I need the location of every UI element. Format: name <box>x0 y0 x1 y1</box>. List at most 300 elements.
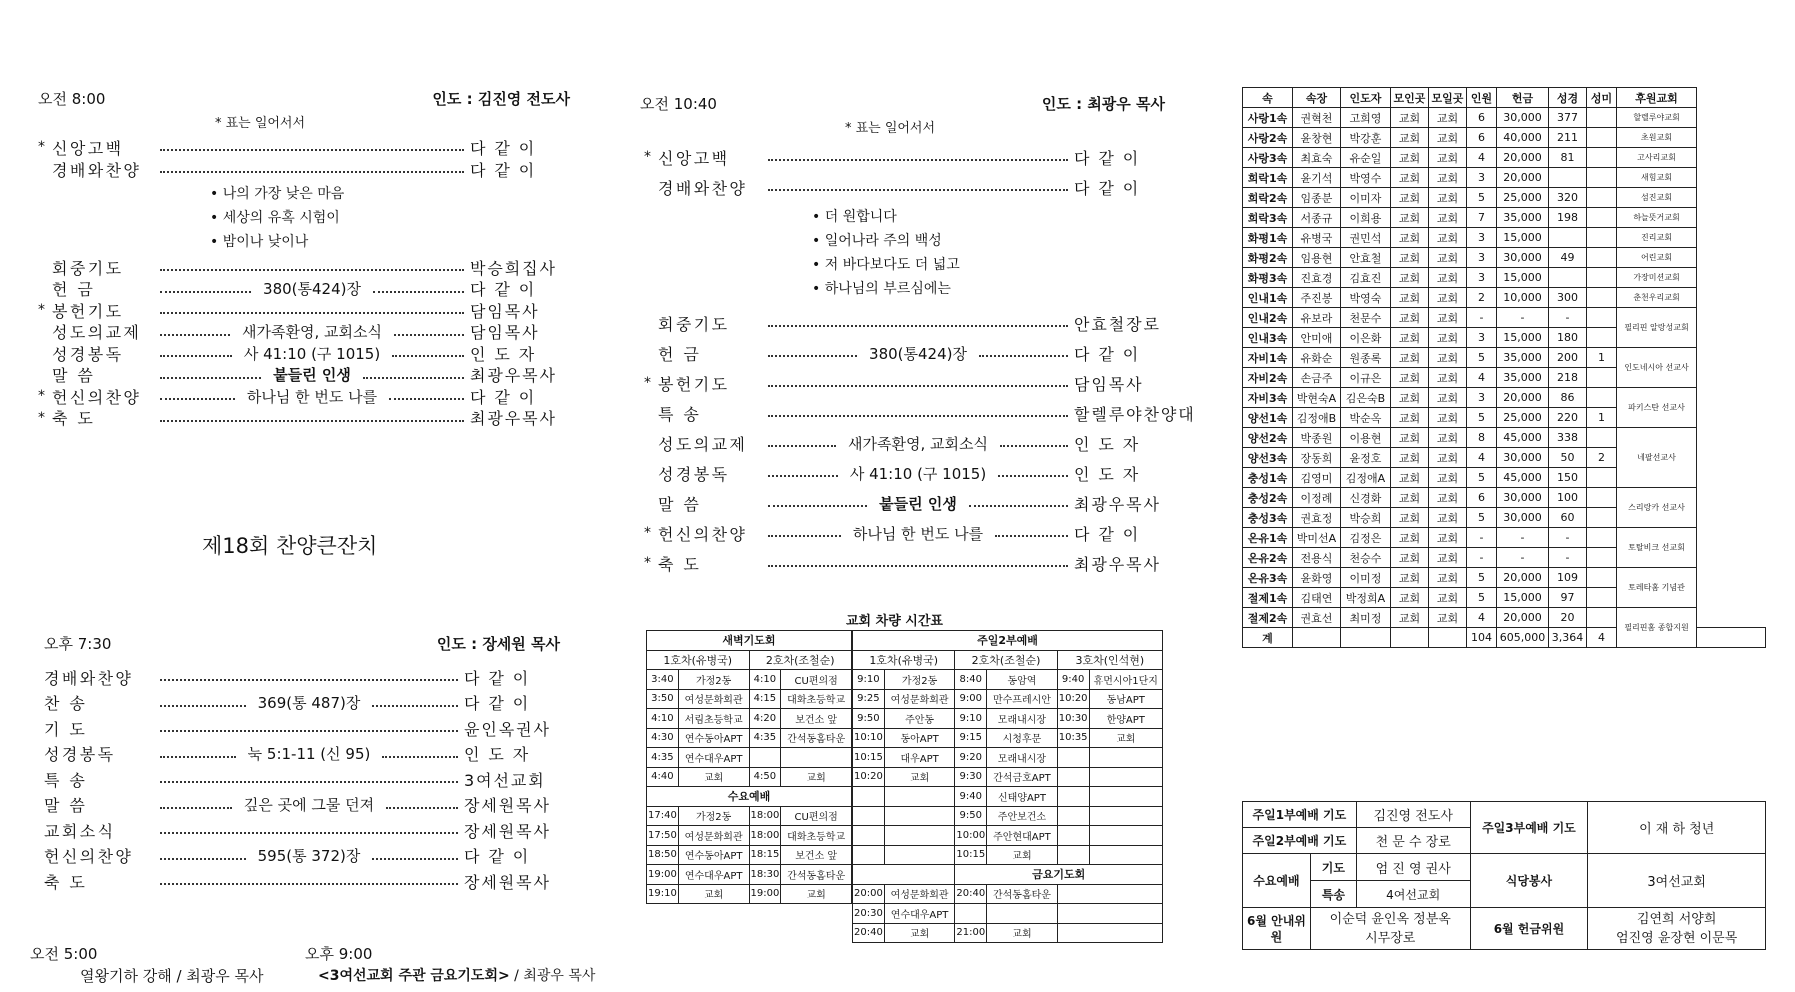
order-row <box>644 462 1174 484</box>
group-cell <box>1587 388 1617 408</box>
group-cell: 박순옥 <box>1341 408 1391 428</box>
bus-row <box>853 787 1163 807</box>
group-cell: 고희영 <box>1341 108 1391 128</box>
group-row <box>1243 228 1766 248</box>
group-cell: 300 <box>1549 288 1587 308</box>
order-label: 성경봉독 <box>44 745 116 764</box>
group-cell: 218 <box>1549 368 1587 388</box>
bus-cell: 간석동홈타운 <box>781 728 852 748</box>
bus-cell: 10:30 <box>1057 709 1089 729</box>
group-cell: 교회 <box>1391 248 1429 268</box>
order-star: * <box>38 139 45 155</box>
group-cell: 양선2속 <box>1243 428 1293 448</box>
group-cell: 안미애 <box>1293 328 1341 348</box>
order-label: 말 씀 <box>44 796 88 815</box>
group-header-cell: 모인곳 <box>1391 88 1429 108</box>
group-cell: 1 <box>1587 348 1617 368</box>
leader-dots <box>160 165 464 173</box>
group-cell: 교회 <box>1391 508 1429 528</box>
order-row <box>644 146 1174 168</box>
group-cell: 화평3속 <box>1243 268 1293 288</box>
bus-cell: 9:50 <box>853 709 885 729</box>
group-cell: 윤창현 <box>1293 128 1341 148</box>
order-label: 헌 금 <box>52 280 96 299</box>
group-cell: 온유3속 <box>1243 568 1293 588</box>
group-cell: 인내2속 <box>1243 308 1293 328</box>
bus-cell: 10:10 <box>853 728 885 748</box>
order-person: 박승희집사 <box>470 258 557 278</box>
bus-cell: 대화초등학교 <box>781 689 852 709</box>
leader-dots <box>160 392 235 400</box>
fri-text <box>318 965 595 985</box>
bus-cell <box>884 806 955 826</box>
group-cell: 온유1속 <box>1243 528 1293 548</box>
support-church: 인도네시아 선교사 <box>1617 348 1697 388</box>
group-row <box>1243 308 1766 328</box>
group-cell: 3 <box>1467 168 1497 188</box>
bus-cell <box>1089 748 1162 768</box>
bus-cell: 4:10 <box>647 709 679 729</box>
bus-row <box>647 689 852 709</box>
group-cell: 신경화 <box>1341 488 1391 508</box>
leader-dots <box>160 750 236 758</box>
bus-row <box>853 748 1163 768</box>
leader-dots <box>160 263 464 271</box>
order-label: 성도의교제 <box>658 434 748 454</box>
sun3-prayer-person: 이 재 하 청년 <box>1588 802 1766 854</box>
group-cell: 충성3속 <box>1243 508 1293 528</box>
order-person: 담임목사 <box>470 323 540 342</box>
total-blank <box>1429 628 1467 648</box>
order-label: 경배와찬양 <box>44 668 134 688</box>
group-cell: 109 <box>1549 568 1587 588</box>
group-row <box>1243 428 1766 448</box>
group-row <box>1243 268 1766 288</box>
group-cell: 교회 <box>1429 488 1467 508</box>
wed-prayer-person: 엄 진 영 권사 <box>1356 854 1470 881</box>
hymn-item: • 더 원합니다 <box>812 205 960 229</box>
leader-dots <box>995 529 1068 537</box>
group-cell <box>1587 588 1617 608</box>
total-label: 계 <box>1243 628 1293 648</box>
group-cell: 4 <box>1467 148 1497 168</box>
leader-dots <box>160 349 232 357</box>
group-cell: 이정례 <box>1293 488 1341 508</box>
leader-dots <box>372 699 458 707</box>
order-label: 성도의교제 <box>52 323 142 342</box>
order-person: 담임목사 <box>1074 374 1144 394</box>
order-person: 다 같 이 <box>1074 524 1141 544</box>
bus-cell <box>1089 806 1162 826</box>
group-cell: 장동희 <box>1293 448 1341 468</box>
bus-cell: 교회 <box>678 884 749 904</box>
bus-cell: 17:40 <box>647 806 679 826</box>
group-cell: 원종록 <box>1341 348 1391 368</box>
support-church: 할렐루야교회 <box>1617 108 1697 128</box>
leader-dots <box>979 349 1068 357</box>
order-person: 윤인옥권사 <box>464 719 551 739</box>
support-church: 토탈비크 선교회 <box>1617 528 1697 568</box>
group-cell: 교회 <box>1391 208 1429 228</box>
group-cell: - <box>1467 548 1497 568</box>
group-cell: 교회 <box>1391 448 1429 468</box>
bus-row <box>853 689 1163 709</box>
group-cell: 교회 <box>1429 508 1467 528</box>
leader-dots <box>160 328 230 336</box>
group-cell: 교회 <box>1391 268 1429 288</box>
group-row <box>1243 108 1766 128</box>
group-cell: 박미선A <box>1293 528 1341 548</box>
group-cell: 최미정 <box>1341 608 1391 628</box>
bus-cell: 17:50 <box>647 826 679 846</box>
bus-cell: CU편의점 <box>781 806 852 826</box>
group-cell: 교회 <box>1429 388 1467 408</box>
group-row <box>1243 288 1766 308</box>
order-star: * <box>644 375 651 391</box>
bus-cell: 4:35 <box>749 728 781 748</box>
leader-dots <box>160 724 458 732</box>
group-cell: 유보라 <box>1293 308 1341 328</box>
group-cell: 교회 <box>1429 568 1467 588</box>
wed-prayer-label: 기도 <box>1310 854 1356 881</box>
bus-cell <box>1089 767 1162 787</box>
bus-cell: 교회 <box>781 767 852 787</box>
group-cell <box>1587 148 1617 168</box>
bus-cell: 연수동아APT <box>678 728 749 748</box>
group-cell: 5 <box>1467 588 1497 608</box>
total-blank <box>1391 628 1429 648</box>
support-church: 가장미션교회 <box>1617 268 1697 288</box>
group-cell: 교회 <box>1391 488 1429 508</box>
support-church: 초원교회 <box>1617 128 1697 148</box>
group-cell: 50 <box>1549 448 1587 468</box>
group-row <box>1243 568 1766 588</box>
group-cell <box>1587 308 1617 328</box>
group-cell <box>1587 128 1617 148</box>
bus-row <box>647 728 852 748</box>
group-cell: 김정은 <box>1341 528 1391 548</box>
order-detail: 사 41:10 (구 1015) <box>243 344 381 363</box>
bus-row <box>853 923 1163 943</box>
leader-dots <box>160 414 464 422</box>
leader-dots <box>160 143 464 151</box>
group-cell <box>1587 528 1617 548</box>
group-cell: 서종규 <box>1293 208 1341 228</box>
group-cell <box>1587 208 1617 228</box>
total-blank <box>1697 628 1766 648</box>
bus-cell: 모래내시장 <box>987 748 1058 768</box>
group-cell: 양선1속 <box>1243 408 1293 428</box>
order-person: 담임목사 <box>470 301 540 321</box>
group-cell: 교회 <box>1391 228 1429 248</box>
order-label: 신앙고백 <box>52 138 124 158</box>
group-cell: 35,000 <box>1497 208 1549 228</box>
order-star: * <box>644 149 651 165</box>
order-person: 최광우목사 <box>1074 554 1161 574</box>
order-label: 성경봉독 <box>52 344 124 364</box>
order-row <box>44 870 564 892</box>
order-label: 말 씀 <box>52 366 96 385</box>
wed-dawn-time: 오전 5:00 <box>30 945 98 963</box>
group-cell <box>1587 188 1617 208</box>
support-church: 필리핀 알랑성교회 <box>1617 308 1697 348</box>
fri-title: 금요기도회 <box>955 865 1163 885</box>
group-cell: 5 <box>1467 188 1497 208</box>
group-cell: 이은화 <box>1341 328 1391 348</box>
order-person: 다 같 이 <box>1074 178 1141 198</box>
sun1-prayer-person: 김진영 전도사 <box>1356 802 1470 828</box>
leader-dots <box>768 319 1068 327</box>
group-cell: 교회 <box>1429 448 1467 468</box>
bus-col: 1호차(유병국) <box>853 650 955 670</box>
group-cell <box>1587 108 1617 128</box>
order-person: 인 도 자 <box>470 344 537 364</box>
group-header-cell: 헌금 <box>1497 88 1549 108</box>
order-row <box>38 278 568 300</box>
group-row <box>1243 608 1766 628</box>
group-cell: 5 <box>1467 508 1497 528</box>
group-cell: 3 <box>1467 328 1497 348</box>
group-cell: 권효선 <box>1293 608 1341 628</box>
group-cell: 박영수 <box>1341 168 1391 188</box>
group-cell: 30,000 <box>1497 448 1549 468</box>
order-person: 장세원목사 <box>464 821 551 841</box>
group-header-cell: 인원 <box>1467 88 1497 108</box>
bus-col: 3호차(인석현) <box>1057 650 1162 670</box>
group-cell: 15,000 <box>1497 328 1549 348</box>
leader-dots <box>160 285 251 293</box>
group-cell: - <box>1549 548 1587 568</box>
order-label: 기 도 <box>44 719 88 739</box>
bus-cell: 9:50 <box>955 806 987 826</box>
group-cell: 교회 <box>1429 128 1467 148</box>
group-header-cell: 속 <box>1243 88 1293 108</box>
group-cell: 희락3속 <box>1243 208 1293 228</box>
group-cell: 교회 <box>1391 548 1429 568</box>
bus-cell: 18:15 <box>749 845 781 865</box>
hymn-item: • 세상의 유혹 시험이 <box>210 206 344 230</box>
group-cell: 진효경 <box>1293 268 1341 288</box>
leader-dots <box>768 529 841 537</box>
bus-cell: 교회 <box>781 884 852 904</box>
group-cell: 15,000 <box>1497 588 1549 608</box>
hymn-item: • 밤이나 낮이나 <box>210 230 344 254</box>
group-cell: 교회 <box>1429 408 1467 428</box>
hymn-item: • 하나님의 부르심에는 <box>812 277 960 301</box>
group-cell: 4 <box>1467 608 1497 628</box>
bus-cell <box>1057 826 1089 846</box>
group-cell: 전용식 <box>1293 548 1341 568</box>
order-star: * <box>644 555 651 571</box>
group-cell: 30,000 <box>1497 248 1549 268</box>
usher-names-line1: 이순덕 윤인옥 정분옥 <box>1329 911 1451 927</box>
leader-dots <box>160 801 232 809</box>
bus-cell: 만수프레시안 <box>987 689 1058 709</box>
group-cell: 교회 <box>1429 308 1467 328</box>
order-person: 다 같 이 <box>464 694 531 713</box>
group-row <box>1243 388 1766 408</box>
order-row <box>38 342 568 364</box>
order-row <box>44 768 564 790</box>
bus-cell: 9:40 <box>1057 670 1089 690</box>
bus-cell: 4:10 <box>749 670 781 690</box>
bus-blank <box>1057 884 1162 904</box>
bus-cell: 여성문화회관 <box>884 884 955 904</box>
order-row <box>38 364 568 386</box>
group-cell: 안효철 <box>1341 248 1391 268</box>
group-cell: 6 <box>1467 488 1497 508</box>
group-row <box>1243 248 1766 268</box>
group-cell: - <box>1497 548 1549 568</box>
bus-section-row <box>853 865 1163 885</box>
order-person: 장세원목사 <box>464 796 551 815</box>
group-cell: 임종분 <box>1293 188 1341 208</box>
order-person: 다 같 이 <box>470 280 537 299</box>
bus-cell <box>853 806 885 826</box>
group-cell: 교회 <box>1429 528 1467 548</box>
group-cell: 3 <box>1467 228 1497 248</box>
bus-row <box>647 865 852 885</box>
group-cell: 인내1속 <box>1243 288 1293 308</box>
group-cell: 교회 <box>1429 228 1467 248</box>
order-label: 특 송 <box>44 770 88 790</box>
bus-cell: 연수대우APT <box>678 748 749 768</box>
order-person: 다 같 이 <box>1074 148 1141 168</box>
bus-cell <box>1057 767 1089 787</box>
group-cell: 2 <box>1467 288 1497 308</box>
group-cell <box>1587 608 1617 628</box>
bus-cell: 여성문화회관 <box>678 826 749 846</box>
group-cell: 사랑3속 <box>1243 148 1293 168</box>
group-cell: 6 <box>1467 128 1497 148</box>
bus-cell: 10:20 <box>1057 689 1089 709</box>
leader-dots <box>160 826 458 834</box>
bus-cell: 9:10 <box>853 670 885 690</box>
order-person: 할렐루야찬양대 <box>1074 404 1196 424</box>
order-label: 회중기도 <box>52 258 124 278</box>
group-cell: 최효숙 <box>1293 148 1341 168</box>
bus-cell: 9:20 <box>955 748 987 768</box>
event-title: 제18회 찬양큰잔치 <box>202 534 378 558</box>
sun3-prayer-label: 주일3부예배 기도 <box>1470 802 1588 854</box>
order-detail: 사 41:10 (구 1015) <box>849 464 987 483</box>
order-label: 헌 금 <box>658 344 702 364</box>
group-cell: 이용현 <box>1341 428 1391 448</box>
sunday2-title: 주일2부예배 <box>853 631 1163 651</box>
order-label: 회중기도 <box>658 314 730 334</box>
group-cell: 교회 <box>1429 468 1467 488</box>
group-cell: 교회 <box>1429 588 1467 608</box>
bus-col: 2호차(조철순) <box>749 650 852 670</box>
group-header-cell: 성미 <box>1587 88 1617 108</box>
group-cell: 10,000 <box>1497 288 1549 308</box>
bus-cell <box>884 787 955 807</box>
order-person: 다 같 이 <box>470 387 537 407</box>
order-label: 축 도 <box>658 554 702 574</box>
bus-cell: 여성문화회관 <box>884 689 955 709</box>
group-cell: 자비1속 <box>1243 348 1293 368</box>
group-cell: 사랑2속 <box>1243 128 1293 148</box>
order-person: 다 같 이 <box>464 847 531 866</box>
fri-preacher: / 최광우 목사 <box>509 968 596 984</box>
order-person: 최광우목사 <box>1074 494 1161 514</box>
bus-row <box>853 767 1163 787</box>
bus-cell: 시청후문 <box>987 728 1058 748</box>
bus-cell: 20:00 <box>853 884 885 904</box>
wed-service-label: 수요예배 <box>1243 854 1311 908</box>
group-cell: 211 <box>1549 128 1587 148</box>
duty-table <box>1242 801 1766 950</box>
leader-dots <box>160 699 246 707</box>
group-table-header <box>1243 88 1766 108</box>
group-cell <box>1587 228 1617 248</box>
evening-time: 오후 7:30 <box>44 635 112 653</box>
group-cell: 338 <box>1549 428 1587 448</box>
bus-cell: 9:40 <box>955 787 987 807</box>
group-cell: 교회 <box>1391 128 1429 148</box>
bus-cell: 9:25 <box>853 689 885 709</box>
bus-row <box>853 845 1163 865</box>
group-cell: - <box>1467 308 1497 328</box>
bus-cell: 18:30 <box>749 865 781 885</box>
bus-cell: 동암역 <box>987 670 1058 690</box>
group-cell: 교회 <box>1391 408 1429 428</box>
bus-cell: 서림초등학교 <box>678 709 749 729</box>
order-person: 다 같 이 <box>464 668 531 688</box>
group-cell: - <box>1497 528 1549 548</box>
group-cell: 김태연 <box>1293 588 1341 608</box>
group-cell: 97 <box>1549 588 1587 608</box>
group-cell: 이미자 <box>1341 188 1391 208</box>
order-label: 헌신의찬양 <box>52 387 142 407</box>
bus-row <box>853 904 1163 924</box>
group-cell: 교회 <box>1429 428 1467 448</box>
group-cell: 유병국 <box>1293 228 1341 248</box>
bus-row <box>853 709 1163 729</box>
total-bible: 3,364 <box>1549 628 1587 648</box>
group-cell: 6 <box>1467 108 1497 128</box>
leader-dots <box>386 801 458 809</box>
leader-dots <box>768 183 1068 191</box>
morning2-leader: 인도 : 최광우 목사 <box>1041 95 1165 113</box>
group-cell: 377 <box>1549 108 1587 128</box>
order-detail: 하나님 한 번도 나를 <box>246 387 378 406</box>
group-row <box>1243 208 1766 228</box>
order-detail: 369(통 487)장 <box>257 694 361 712</box>
group-cell: 희락1속 <box>1243 168 1293 188</box>
bus-cell: 간석동홈타운 <box>987 884 1058 904</box>
total-blank <box>1341 628 1391 648</box>
leader-dots <box>1000 439 1068 447</box>
group-row <box>1243 488 1766 508</box>
group-header-cell: 모일곳 <box>1429 88 1467 108</box>
morning2-note: * 표는 일어서서 <box>844 121 936 136</box>
bus-cell: 20:40 <box>853 923 885 943</box>
group-cell: 교회 <box>1391 528 1429 548</box>
group-cell: 박강훈 <box>1341 128 1391 148</box>
bus-cell <box>781 748 852 768</box>
group-cell <box>1587 568 1617 588</box>
bus-cell: 10:00 <box>955 826 987 846</box>
group-cell: 교회 <box>1391 328 1429 348</box>
group-cell <box>1587 488 1617 508</box>
group-cell: 200 <box>1549 348 1587 368</box>
leader-dots <box>389 392 464 400</box>
bus-cell: 간석금호APT <box>987 767 1058 787</box>
order-detail: 595(통 372)장 <box>257 847 361 865</box>
order-row <box>644 432 1174 454</box>
bus-cell: 동아APT <box>884 728 955 748</box>
